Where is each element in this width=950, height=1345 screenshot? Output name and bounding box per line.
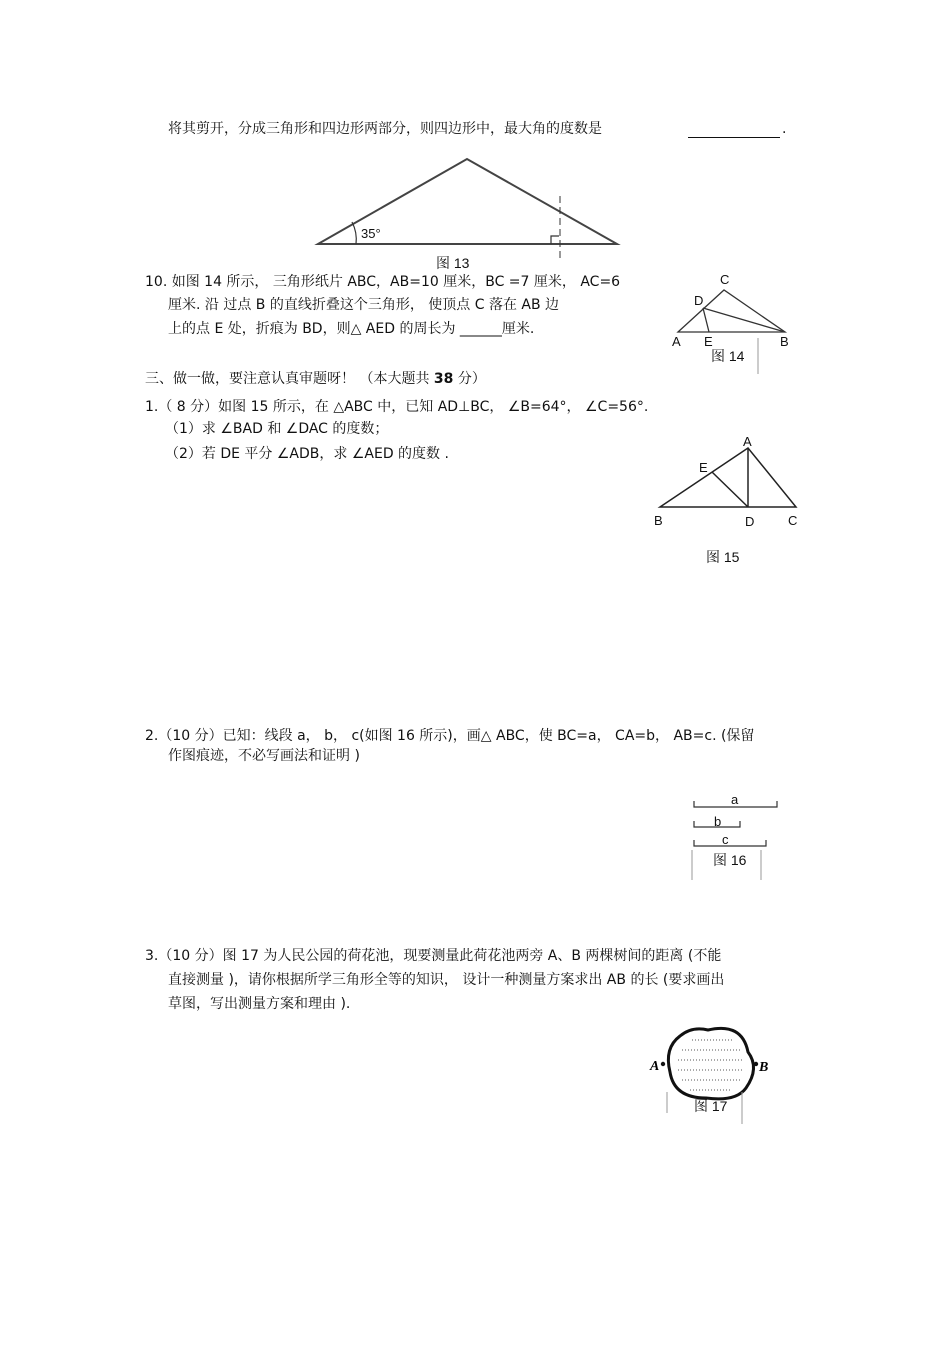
fig14-label-a: A: [672, 334, 681, 349]
p1-sub2: （2）若 DE 平分 ∠ADB，求 ∠AED 的度数 .: [165, 446, 449, 462]
fig16-label-b: b: [714, 814, 722, 829]
fig14-segment-de: [703, 308, 709, 332]
fig14-crease-bd: [703, 308, 785, 332]
fig17-label-a: A: [650, 1059, 660, 1074]
pond-water-lines: [678, 1040, 744, 1090]
q9-text: 将其剪开，分成三角形和四边形两部分，则四边形中，最大角的度数是: [168, 121, 602, 137]
q9-period: .: [782, 121, 787, 137]
fig16-label-a: a: [731, 792, 739, 807]
figure-15: [654, 434, 797, 565]
fig14-label-c: C: [720, 272, 730, 287]
p3-line1: 3.（10 分）图 17 为人民公园的荷花池，现要测量此荷花池两旁 A、B 两棵树间的距离 (不能: [145, 948, 722, 964]
p3-line2: 直接测量 )，请你根据所学三角形全等的知识， 设计一种测量方案求出 AB 的长 (要求画出: [168, 972, 725, 988]
fig15-bisector-de: [712, 472, 748, 507]
fig17-caption: 图 17: [694, 1098, 728, 1114]
figure-16: [692, 792, 777, 880]
p2-line2: 作图痕迹，不必写画法和证明 ): [168, 748, 360, 764]
q10-line3: 上的点 E 处，折痕为 BD，则△ AED 的周长为 ______厘米.: [168, 321, 535, 337]
p1-line1: 1.（ 8 分）如图 15 所示，在 △ABC 中，已知 AD⊥BC， ∠B=64°， ∠C=56°.: [145, 399, 649, 415]
fig14-label-b: B: [780, 334, 789, 349]
fig15-label-b: B: [654, 513, 663, 528]
fig14-label-e: E: [704, 334, 713, 349]
fig15-label-c: C: [788, 513, 798, 528]
p2-line1: 2.（10 分）已知：线段 a， b， c(如图 16 所示)，画△ ABC，使 BC=a， CA=b， AB=c. (保留: [145, 728, 755, 744]
fig15-label-a: A: [743, 434, 752, 449]
section-3-tail: 分）: [457, 371, 486, 387]
q10-line2: 厘米. 沿 过点 B 的直线折叠这个三角形， 使顶点 C 落在 AB 边: [168, 297, 560, 313]
figure-14: [672, 272, 789, 374]
fig17-label-b: B: [759, 1060, 769, 1075]
fig13-caption: 图 13: [436, 255, 470, 271]
fig15-caption: 图 15: [706, 549, 740, 565]
pond-outline: [668, 1028, 753, 1099]
section-3-title: 三、做一做，要注意认真审题呀！ （本大题共: [145, 371, 430, 387]
section-3-points: 38: [433, 371, 454, 387]
q10-line1: 10. 如图 14 所示， 三角形纸片 ABC，AB=10 厘米，BC =7 厘米， AC=6: [145, 274, 621, 290]
fig13-angle-label: 35°: [361, 226, 381, 241]
fig15-label-d: D: [745, 514, 755, 529]
p3-line3: 草图，写出测量方案和理由 ).: [168, 996, 351, 1012]
fig16-label-c: c: [722, 832, 729, 847]
p1-sub1: （1）求 ∠BAD 和 ∠DAC 的度数；: [165, 421, 389, 437]
tree-b-point: [754, 1062, 758, 1066]
segment-c: [694, 840, 766, 846]
fig16-caption: 图 16: [713, 852, 747, 868]
fig15-label-e: E: [699, 460, 708, 475]
fig13-right-angle: [551, 236, 559, 244]
fig14-caption: 图 14: [711, 348, 745, 364]
figure-17: [649, 1028, 768, 1124]
section-3-heading: [145, 370, 486, 388]
tree-a-point: [661, 1062, 665, 1066]
fig14-label-d: D: [694, 293, 704, 308]
fig15-triangle: [660, 448, 796, 507]
